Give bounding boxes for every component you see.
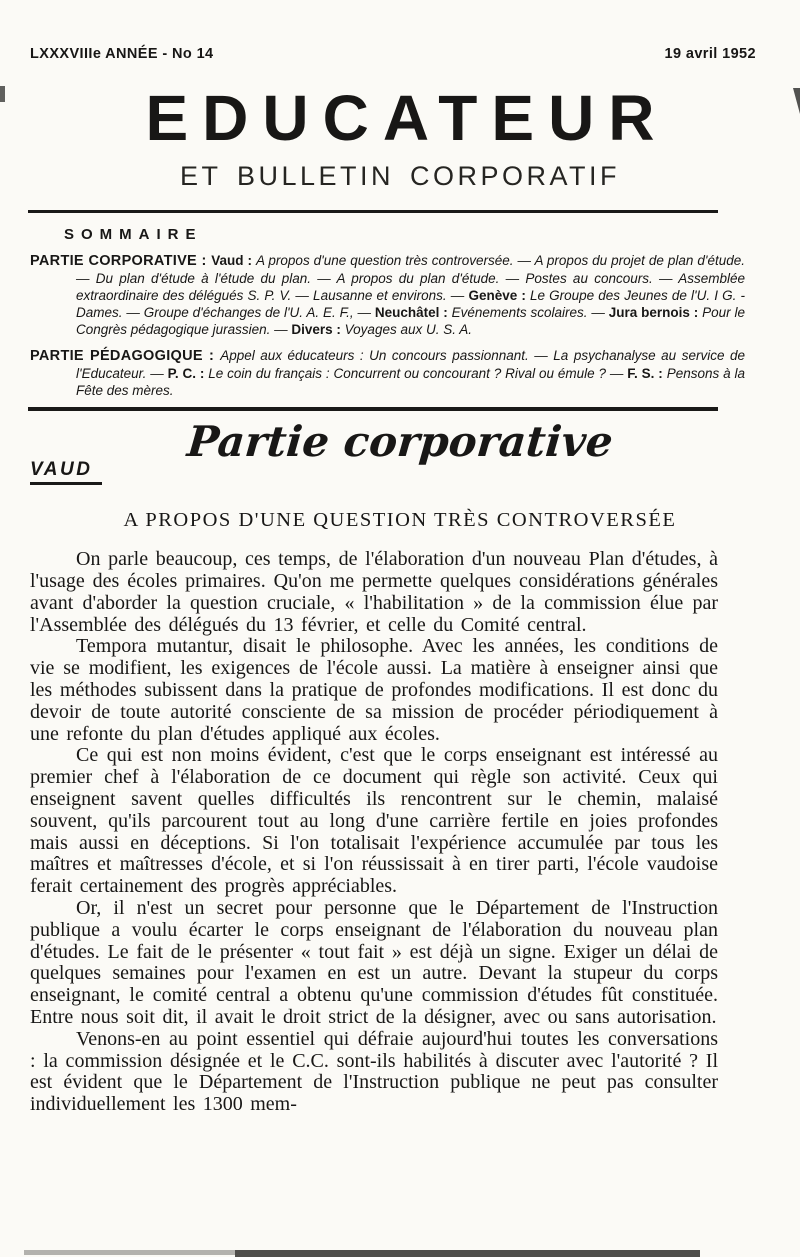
scan-artifact-left-edge bbox=[0, 86, 5, 102]
sommaire-segment: Voyages aux U. S. A. bbox=[344, 322, 472, 337]
sommaire-segment: PARTIE CORPORATIVE : bbox=[30, 253, 212, 269]
sommaire-segment: Pour le Congrès pédagogique jurassien. — bbox=[76, 305, 745, 337]
issue-number: LXXXVIIIe ANNÉE - No 14 bbox=[30, 46, 214, 62]
page-header bbox=[30, 46, 756, 62]
masthead bbox=[0, 82, 800, 191]
sommaire-segment: Neuchâtel : bbox=[374, 305, 452, 320]
sommaire-segment: A propos d'une question très controversée. — A propos du projet de plan d'étude. — Du plan d'étude à l'étude du plan. — A propos du plan d'étude. — Postes au concours. — Assemblée extraordinaire des délégués S. P. V. — Lausanne et environs. — bbox=[76, 253, 745, 303]
sommaire-segment: Vaud : bbox=[211, 253, 256, 268]
divider-rule-sommaire bbox=[28, 407, 718, 411]
scan-artifact-bottom-bar-dark bbox=[235, 1250, 700, 1257]
sommaire-segment: P. C. : bbox=[167, 366, 209, 381]
section-heading-script: Partie corporative bbox=[185, 417, 615, 466]
article-body bbox=[30, 549, 718, 1116]
region-label-vaud: VAUD bbox=[30, 459, 102, 485]
sommaire-segment: Pensons à la Fête des mères. bbox=[76, 366, 745, 398]
sommaire-segment: Le coin du français : Concurrent ou concourant ? Rival ou émule ? — bbox=[208, 366, 628, 381]
article-paragraph: Tempora mutantur, disait le philosophe. Avec les années, les conditions de vie se modifient, les exigences de l'école aussi. La matière à enseigner ainsi que les méthodes subissent dans la pratique de profondes modifications. Il est donc du devoir de toute autorité consciente de sa mission de procéder périodiquement à une refonte du plan d'études appliqué aux écoles. bbox=[30, 635, 718, 745]
sommaire-partie-pedagogique bbox=[30, 347, 745, 399]
sommaire-segment: Divers : bbox=[291, 322, 345, 337]
masthead-subtitle: ET BULLETIN CORPORATIF bbox=[179, 161, 621, 191]
sommaire-segment: F. S. : bbox=[627, 366, 667, 381]
issue-date: 19 avril 1952 bbox=[664, 46, 756, 62]
sommaire-segment: Le Groupe des Jeunes de l'U. I G. - Dames. — Groupe d'échanges de l'U. A. E. F., — bbox=[76, 288, 745, 320]
sommaire-heading: SOMMAIRE bbox=[64, 226, 203, 243]
article-paragraph: Or, il n'est un secret pour personne que le Département de l'Instruction publique a voulu écarter le corps enseignant de l'élaboration du nouveau plan d'études. Le fait de le présenter « tout fait » est déjà un signe. Exiger un délai de quelques semaines pour l'examen en est un autre. Devant la stupeur du corps enseignant, le comité central a obtenu qu'une commission d'études fût constituée. Entre nous soit dit, il avait le droit strict de la désigner, avec ou sans autorisation. bbox=[30, 896, 718, 1028]
masthead-title: EDUCATEUR bbox=[145, 82, 669, 154]
article-title: A PROPOS D'UNE QUESTION TRÈS CONTROVERSÉE bbox=[123, 509, 677, 532]
sommaire-segment: PARTIE PÉDAGOGIQUE : bbox=[30, 348, 221, 364]
sommaire-segment: Jura bernois : bbox=[608, 305, 703, 320]
article-paragraph: On parle beaucoup, ces temps, de l'élaboration d'un nouveau Plan d'études, à l'usage des écoles primaires. Qu'on me permette quelques considérations générales avant d'aborder la question cruciale, « l'habilitation » de la commission élue par l'Assemblée des délégués du 13 février, et celle du Comité central. bbox=[30, 548, 718, 636]
sommaire-segment: Evénements scolaires. — bbox=[451, 305, 609, 320]
sommaire-partie-corporative bbox=[30, 252, 745, 338]
article-paragraph: Venons-en au point essentiel qui défraie aujourd'hui toutes les conversations : la commission désignée et le C.C. sont-ils habilités à discuter avec l'autorité ? Il est évident que le Département de l'Instruction publique ne peut pas consulter individuellement les 1300 mem- bbox=[30, 1027, 718, 1116]
sommaire-segment: Genève : bbox=[468, 288, 530, 303]
divider-rule-top bbox=[28, 210, 718, 213]
scan-artifact-bottom-bar-light bbox=[24, 1250, 235, 1255]
article-paragraph: Ce qui est non moins évident, c'est que le corps enseignant est intéressé au premier chef à l'élaboration de ce document qui règle son activité. Ceux qui enseignent savent quelles difficultés ils rencontrent sur le chemin, malaisé souvent, qu'ils parcourent tout au long d'une carrière fertile en joies profondes mais aussi en déceptions. Si l'on totalisait l'expérience accumulée par tous les maîtres et maîtresses d'école, et si l'on réussissait à en tirer parti, l'école vaudoise ferait certainement des progrès appréciables. bbox=[30, 744, 718, 898]
sommaire-segment: Appel aux éducateurs : Un concours passionnant. — La psychanalyse au service de l'Educateur. — bbox=[76, 348, 745, 381]
